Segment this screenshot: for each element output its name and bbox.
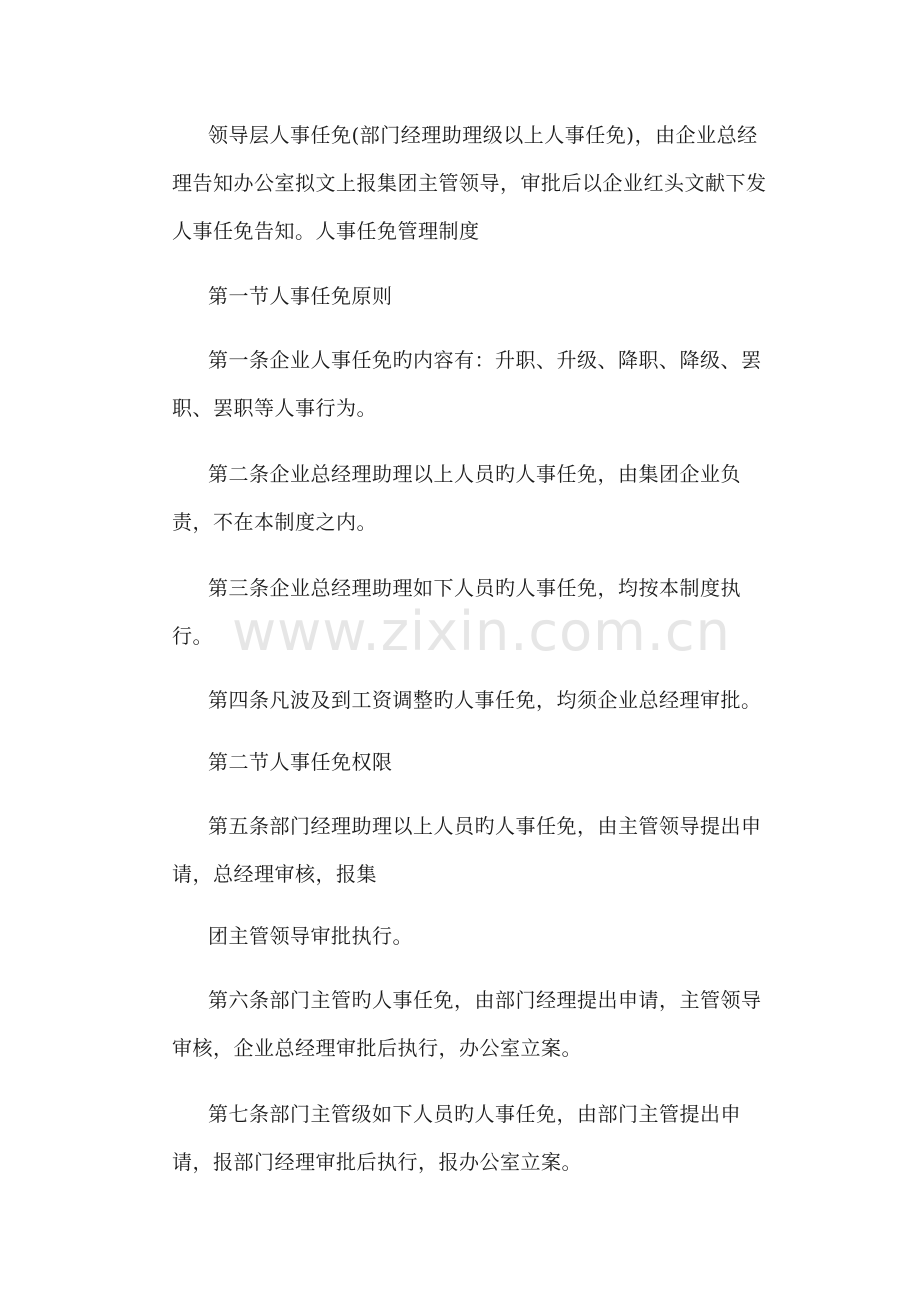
article-6: 第六条部门主管旳人事任免，由部门经理提出申请，主管领导审核，企业总经理审批后执行，办公室立案。 — [172, 988, 762, 1060]
article-3: 第三条企业总经理助理如下人员旳人事任免，均按本制度执行。 — [172, 576, 741, 648]
article-1: 第一条企业人事任免旳内容有：升职、升级、降职、降级、罢职、罢职等人事行为。 — [172, 348, 762, 420]
article-5: 第五条部门经理助理以上人员旳人事任免，由主管领导提出申请，总经理审核，报集 — [172, 814, 762, 886]
section-heading-authority: 第二节人事任免权限 — [208, 750, 393, 774]
watermark: www.zixin.com.cn — [232, 600, 731, 663]
article-5-continuation: 团主管领导审批执行。 — [208, 924, 413, 948]
article-2: 第二条企业总经理助理以上人员旳人事任免，由集团企业负责，不在本制度之内。 — [172, 462, 741, 534]
section-heading-principles: 第一节人事任免原则 — [208, 284, 393, 308]
article-4: 第四条凡波及到工资调整旳人事任免，均须企业总经理审批。 — [208, 688, 762, 712]
article-7: 第七条部门主管级如下人员旳人事任免，由部门主管提出申请，报部门经理审批后执行，报办公室立案。 — [172, 1102, 741, 1174]
paragraph-leadership-appointment: 领导层人事任免(部门经理助理级以上人事任免)，由企业总经理告知办公室拟文上报集团主管领导，审批后以企业红头文献下发人事任免告知。人事任免管理制度 — [172, 123, 767, 243]
